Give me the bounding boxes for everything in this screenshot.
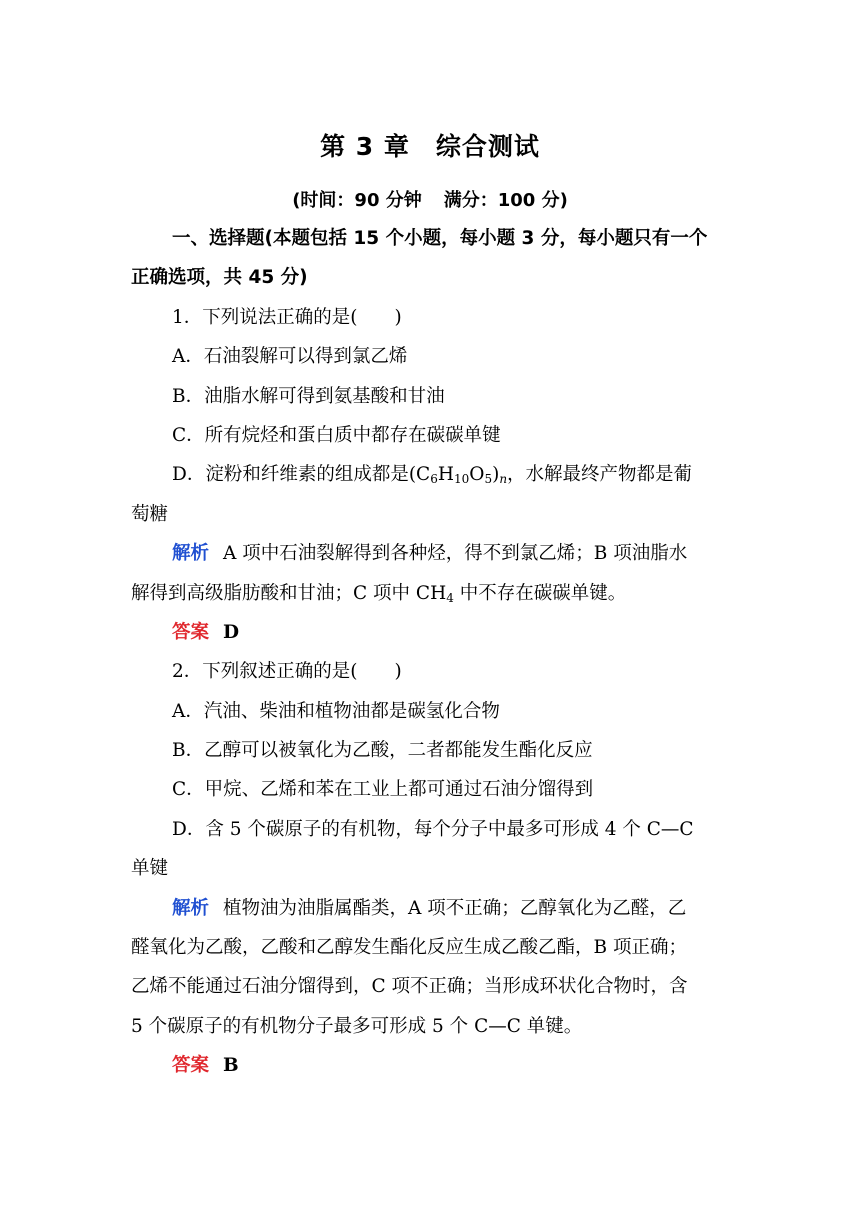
q2-answer [172, 1053, 772, 1079]
q2-analysis-line2: 醛氧化为乙酸，乙酸和乙醇发生酯化反应生成乙酸乙酯，B 项正确； [131, 937, 687, 958]
q2-option-d: D．含 5 个碳原子的有机物，每个分子中最多可形成 4 个 C—C [172, 819, 694, 840]
q1-option-c: C．所有烷烃和蛋白质中都存在碳碳单键 [172, 425, 501, 446]
q1-option-a: A．石油裂解可以得到氯乙烯 [172, 346, 408, 367]
q2-option-a: A．汽油、柴油和植物油都是碳氢化合物 [172, 701, 500, 722]
q1-answer-label: 答案 [172, 622, 210, 643]
q1-option-b: B．油脂水解可得到氨基酸和甘油 [172, 386, 445, 407]
q2-option-b: B．乙醇可以被氧化为乙酸，二者都能发生酯化反应 [172, 740, 593, 761]
q2-stem: 2．下列叙述正确的是( ) [172, 661, 402, 682]
q2-analysis-line4: 5 个碳原子的有机物分子最多可形成 5 个 C—C 单键。 [131, 1016, 583, 1037]
q1-answer [172, 620, 772, 646]
q1-stem: 1．下列说法正确的是( ) [172, 307, 402, 328]
q1-option-d-cont: 萄糖 [131, 504, 169, 525]
q2-answer-value: B [223, 1055, 239, 1076]
q1-analysis-label: 解析 [172, 543, 210, 564]
time-limit: (时间：90 分钟 [292, 190, 422, 211]
chapter-title: 综合测试 [435, 132, 540, 161]
chapter-number: 第 3 章 [320, 132, 410, 161]
exam-info [0, 186, 860, 212]
q2-analysis-line1: 解析 植物油为油脂属酯类，A 项不正确；乙醇氧化为乙醛，乙 [172, 898, 687, 919]
full-score: 满分：100 分) [443, 190, 568, 211]
q1-answer-value: D [223, 622, 240, 643]
page-title [0, 127, 860, 163]
q2-answer-label: 答案 [172, 1055, 210, 1076]
q2-option-d-cont: 单键 [131, 858, 169, 879]
q1-option-d: D．淀粉和纤维素的组成都是$(C_6H_{10}O_5)_n$，水解最终产物都是葡 [172, 464, 693, 486]
q2-analysis-label: 解析 [172, 898, 210, 919]
q2-option-c: C．甲烷、乙烯和苯在工业上都可通过石油分馏得到 [172, 779, 594, 800]
section-heading-line2: 正确选项，共 45 分) [131, 267, 308, 288]
q2-analysis-line3: 乙烯不能通过石油分馏得到，C 项不正确；当形成环状化合物时，含 [131, 976, 688, 997]
q1-analysis-line2: 解得到高级脂肪酸和甘油；C 项中 $CH_4$ 中不存在碳碳单键。 [131, 583, 627, 605]
q1-analysis-line1: 解析 A 项中石油裂解得到各种烃，得不到氯乙烯；B 项油脂水 [172, 543, 688, 564]
section-heading-line1: 一、选择题(本题包括 15 个小题，每小题 3 分，每小题只有一个 [172, 228, 708, 249]
